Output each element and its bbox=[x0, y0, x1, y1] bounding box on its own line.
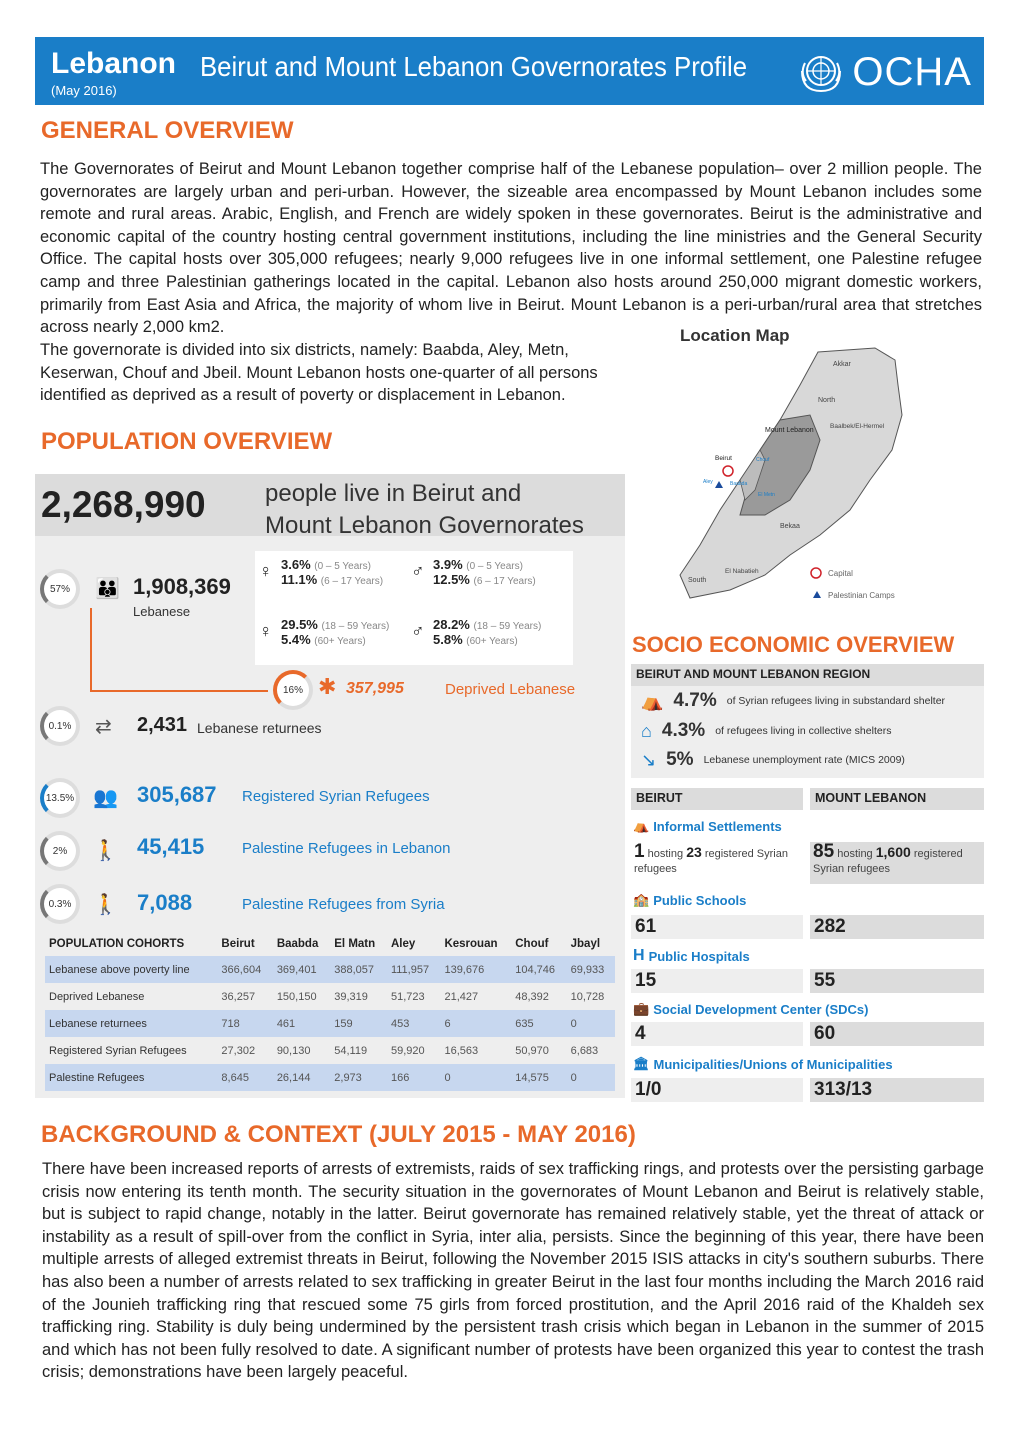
stat-row bbox=[641, 690, 945, 712]
table-cell: 369,401 bbox=[273, 956, 330, 983]
age-value: 3.6% bbox=[281, 557, 311, 572]
country-title: Lebanon bbox=[51, 47, 176, 80]
female-icon: ♀ bbox=[259, 621, 273, 641]
age-group-female-young bbox=[259, 557, 384, 587]
map-label-baabda: Baabda bbox=[730, 481, 748, 487]
table-cell: 104,746 bbox=[511, 956, 566, 983]
age-range: (60+ Years) bbox=[466, 636, 518, 647]
connector-line bbox=[90, 608, 92, 690]
table-cell: 50,970 bbox=[515, 1044, 549, 1057]
logo-text: OCHA bbox=[852, 49, 972, 94]
lebanese-number: 1,908,369 bbox=[133, 574, 231, 599]
region-header: BEIRUT AND MOUNT LEBANON REGION bbox=[631, 664, 984, 686]
pril-number: 45,415 bbox=[137, 834, 205, 859]
age-value: 5.8% bbox=[433, 632, 463, 647]
table-cell: 21,427 bbox=[444, 990, 479, 1003]
pril-label: Palestine Refugees in Lebanon bbox=[242, 840, 451, 857]
table-cell: 2,973 bbox=[330, 1064, 387, 1091]
table-row bbox=[45, 1037, 615, 1064]
age-group-male-adult bbox=[411, 617, 542, 647]
table-header: Chouf bbox=[515, 938, 549, 950]
stat-pct: 4.3% bbox=[661, 720, 706, 741]
sdc-ml-value: 60 bbox=[810, 1022, 984, 1046]
table-cell: 6 bbox=[440, 1010, 511, 1037]
schools-beirut-value: 61 bbox=[631, 915, 803, 939]
table-cell: 635 bbox=[511, 1010, 566, 1037]
age-range: (6 – 17 Years) bbox=[320, 576, 384, 587]
table-cell: 39,319 bbox=[334, 990, 368, 1003]
legend-camp-icon bbox=[813, 591, 821, 598]
family-icon: 👪 bbox=[95, 578, 120, 600]
table-cell: 6,683 bbox=[570, 1044, 599, 1057]
background-context-text: There have been increased reports of arrests of extremists, raids of sex trafficking rings, and protests over the persisting garbage crisis now entering its tenth month. The security situation in the governorates of Mount Lebanon and Beirut is relatively stable, but is subject to rapid change, notably in the latter. Beirut governorate has remained relatively stable, yet the threat of attack or instability as a result of spill-over from the conflict in Syria, inter alia, persists. Since the beginning of this year, there have been multiple arrests of alleged extremist threats in Beirut, following the November 2015 ISIS attacks in city's southern suburbs. There has also been a number of arrests related to sex trafficking in greater Beirut in the last four months including the March 2016 raid of the Jounieh trafficking ring that rescued some 75 girls from forced prostitution, and the April 2016 raid of the Khaldeh sex trafficking ring. Stability is duly being undermined by the persistent trash crisis which began in Lebanon in the summer of 2015 and which has not been fully resolved to date. A significant number of protests have been organized this year to contest the trash crisis; demonstrations have been largely peaceful. bbox=[42, 1160, 984, 1382]
population-total-bar bbox=[35, 474, 625, 539]
table-cell: Palestine Refugees bbox=[45, 1064, 217, 1091]
table-cell: 27,302 bbox=[221, 1044, 256, 1057]
table-cell: 14,575 bbox=[511, 1064, 566, 1091]
refugee-family-icon: 👥 bbox=[93, 787, 118, 809]
table-header: Beirut bbox=[221, 938, 255, 950]
map-label-north: North bbox=[818, 397, 836, 404]
table-cell: 8,645 bbox=[217, 1064, 272, 1091]
map-label-akkar: Akkar bbox=[833, 361, 851, 368]
municipalities-beirut-value: 1/0 bbox=[631, 1078, 803, 1102]
age-value: 11.1% bbox=[281, 572, 318, 587]
table-cell: 69,933 bbox=[567, 956, 615, 983]
school-icon: 🏫 bbox=[633, 892, 650, 907]
header-banner bbox=[35, 37, 984, 105]
prs-number: 7,088 bbox=[137, 890, 193, 915]
table-cell: 453 bbox=[387, 1010, 441, 1037]
prs-pct-donut: 0.3% bbox=[40, 884, 80, 924]
public-hospitals-label: H Public Hospitals bbox=[633, 947, 750, 964]
population-cohorts-table bbox=[45, 932, 615, 1091]
lebanese-pct-donut: 57% bbox=[40, 569, 80, 609]
table-cell: 59,920 bbox=[390, 1044, 425, 1057]
table-header: Aley bbox=[390, 938, 416, 950]
briefcase-icon: 💼 bbox=[633, 1001, 650, 1016]
table-cell: 36,257 bbox=[221, 990, 256, 1003]
stat-pct: 5% bbox=[666, 749, 694, 770]
stat-desc: Lebanese unemployment rate (MICS 2009) bbox=[703, 754, 905, 766]
stat-desc: of refugees living in collective shelters bbox=[715, 725, 892, 737]
age-range: (18 – 59 Years) bbox=[321, 621, 390, 632]
legend-capital-icon bbox=[811, 568, 821, 578]
location-map bbox=[670, 340, 990, 620]
map-label-beirut: Beirut bbox=[715, 455, 732, 462]
un-emblem-icon bbox=[796, 49, 846, 95]
trend-down-icon: ↘ bbox=[641, 749, 657, 770]
informal-settlements-label: ⛺ Informal Settlements bbox=[633, 818, 782, 834]
walking-person-icon: 🚶 bbox=[93, 840, 118, 862]
public-schools-label: 🏫 Public Schools bbox=[633, 892, 747, 908]
age-value: 5.4% bbox=[281, 632, 311, 647]
municipalities-ml-value: 313/13 bbox=[810, 1078, 984, 1102]
report-subtitle: Beirut and Mount Lebanon Governorates Profile bbox=[200, 51, 748, 82]
tent-icon: ⛺ bbox=[641, 690, 664, 711]
age-range: (6 – 17 Years) bbox=[473, 576, 536, 587]
hospitals-beirut-value: 15 bbox=[631, 969, 803, 993]
column-header-mount-lebanon: MOUNT LEBANON bbox=[810, 788, 984, 810]
table-header-row bbox=[45, 932, 615, 956]
table-cell: 26,144 bbox=[273, 1064, 330, 1091]
deprived-pct-donut: 16% bbox=[273, 670, 313, 710]
population-total-label-2: Mount Lebanon Governorates bbox=[265, 512, 584, 539]
age-range: (0 – 5 Years) bbox=[314, 561, 371, 572]
informal-ml-cell: 85 hosting 1,600 registered Syrian refugees bbox=[810, 842, 984, 884]
table-cell: Deprived Lebanese bbox=[49, 990, 145, 1003]
hospital-icon: H bbox=[633, 947, 645, 964]
stat-row bbox=[641, 720, 891, 742]
walking-person-icon: 🚶 bbox=[93, 894, 118, 916]
table-row bbox=[45, 983, 615, 1010]
location-map-title: Location Map bbox=[680, 326, 790, 345]
legend-camp-label: Palestinian Camps bbox=[828, 591, 895, 600]
table-header: El Matn bbox=[334, 938, 376, 950]
age-breakdown-box bbox=[255, 551, 573, 665]
shelter-icon: ⌂ bbox=[641, 720, 652, 741]
returnee-icon: ⇄ bbox=[95, 716, 112, 738]
age-group-male-young bbox=[411, 557, 536, 587]
connector-line bbox=[90, 690, 268, 692]
map-label-chouf: Chouf bbox=[756, 457, 770, 463]
age-value: 28.2% bbox=[433, 617, 470, 632]
informal-beirut-cell: 1 hosting 23 registered Syrian refugees bbox=[631, 842, 803, 884]
general-overview-text: The Governorates of Beirut and Mount Lebanon together comprise half of the Lebanese population– over 2 million people. The governorates are largely urban and peri-urban. However, the sizeable area encompassed by Mount Lebanon includes some remote and rural areas. Arabic, English, and French are widely spoken in these governorates. Beirut is the administrative and economic capital of the country hosting central government institutions, including the line ministries and the General Security Office. The capital hosts over 305,000 refugees; nearly 9,000 refugees live in one informal settlement, one Palestine refugee camp and three Palestinian gatherings located in the capital. Lebanon also hosts around 250,000 migrant domestic workers, primarily from East Asia and Africa, the majority of whom live in Beirut. Mount Lebanon is a peri-urban/rural area that stretches across nearly 2,000 km2. bbox=[40, 160, 982, 337]
table-cell: 718 bbox=[217, 1010, 272, 1037]
age-range: (60+ Years) bbox=[314, 636, 366, 647]
stat-pct: 4.7% bbox=[673, 690, 717, 711]
table-cell: 48,392 bbox=[515, 990, 549, 1003]
deprived-label: Deprived Lebanese bbox=[445, 681, 576, 698]
capital-marker-icon bbox=[723, 466, 733, 476]
stat-desc: of Syrian refugees living in substandard shelter bbox=[726, 695, 946, 707]
population-total-label-1: people live in Beirut and bbox=[265, 480, 522, 507]
person-icon: ✱ bbox=[318, 674, 337, 699]
syrian-number: 305,687 bbox=[137, 782, 217, 807]
table-cell: 0 bbox=[567, 1064, 615, 1091]
male-icon: ♂ bbox=[411, 561, 425, 581]
table-header: Baabda bbox=[276, 938, 319, 950]
legend-capital-label: Capital bbox=[828, 569, 853, 578]
table-cell: 461 bbox=[273, 1010, 330, 1037]
table-cell: 51,723 bbox=[390, 990, 425, 1003]
table-cell: Lebanese returnees bbox=[45, 1010, 217, 1037]
table-cell: 0 bbox=[440, 1064, 511, 1091]
camp-marker-icon bbox=[715, 481, 723, 488]
table-cell: 16,563 bbox=[444, 1044, 479, 1057]
table-cell: 166 bbox=[387, 1064, 441, 1091]
age-range: (0 – 5 Years) bbox=[466, 561, 523, 572]
female-icon: ♀ bbox=[259, 561, 273, 581]
map-label-nabatieh: El Nabatieh bbox=[725, 568, 759, 575]
table-cell: 366,604 bbox=[217, 956, 272, 983]
table-cell: 54,119 bbox=[334, 1044, 368, 1057]
deprived-number: 357,995 bbox=[346, 680, 404, 697]
population-total-label bbox=[265, 478, 584, 542]
returnees-label: Lebanese returnees bbox=[197, 720, 322, 736]
table-cell: Lebanese above poverty line bbox=[45, 956, 217, 983]
map-label-aley: Aley bbox=[703, 479, 713, 485]
column-header-beirut: BEIRUT bbox=[631, 788, 803, 810]
lebanese-label: Lebanese bbox=[133, 604, 191, 619]
age-range: (18 – 59 Years) bbox=[473, 621, 542, 632]
syrian-label: Registered Syrian Refugees bbox=[242, 788, 430, 805]
population-overview-title: POPULATION OVERVIEW bbox=[41, 428, 333, 455]
sdc-beirut-value: 4 bbox=[631, 1022, 803, 1046]
background-context-title: BACKGROUND & CONTEXT (JULY 2015 - MAY 2016) bbox=[41, 1121, 636, 1148]
map-label-south: South bbox=[688, 577, 707, 584]
syrian-pct-donut: 13.5% bbox=[40, 778, 80, 818]
table-cell: 139,676 bbox=[440, 956, 511, 983]
sdc-label: 💼 Social Development Center (SDCs) bbox=[633, 1001, 869, 1017]
pril-pct-donut: 2% bbox=[40, 831, 80, 871]
socio-economic-title: SOCIO ECONOMIC OVERVIEW bbox=[632, 632, 955, 657]
prs-label: Palestine Refugees from Syria bbox=[242, 896, 445, 913]
ocha-logo bbox=[796, 49, 972, 95]
age-value: 3.9% bbox=[433, 557, 463, 572]
general-overview-text-2: The governorate is divided into six districts, namely: Baabda, Aley, Metn, Keserwan, Chouf and Jbeil. Mount Lebanon hosts one-quarter of all persons identified as deprived as a result of poverty or displacement in Lebanon. bbox=[40, 341, 598, 405]
table-row bbox=[45, 1010, 615, 1037]
schools-ml-value: 282 bbox=[810, 915, 984, 939]
table-cell: 159 bbox=[330, 1010, 387, 1037]
returnees-number: 2,431 bbox=[137, 714, 188, 736]
table-cell: 111,957 bbox=[387, 956, 441, 983]
table-row bbox=[45, 1064, 615, 1091]
municipalities-label: 🏛 Municipalities/Unions of Municipalities bbox=[633, 1056, 893, 1072]
report-date: (May 2016) bbox=[51, 83, 117, 98]
table-header: Jbayl bbox=[570, 938, 601, 950]
male-icon: ♂ bbox=[411, 621, 425, 641]
returnees-pct-donut: 0.1% bbox=[40, 706, 80, 746]
table-cell: Registered Syrian Refugees bbox=[49, 1044, 187, 1057]
hospitals-ml-value: 55 bbox=[810, 969, 984, 993]
map-label-baalbek: Baalbek/El-Hermel bbox=[830, 423, 885, 430]
table-header: Kesrouan bbox=[444, 938, 498, 950]
table-cell: 150,150 bbox=[276, 990, 317, 1003]
table-cell: 90,130 bbox=[276, 1044, 311, 1057]
city-hall-icon: 🏛 bbox=[633, 1056, 650, 1071]
map-label-bekaa: Bekaa bbox=[780, 523, 800, 530]
table-row bbox=[45, 956, 615, 983]
table-header: POPULATION COHORTS bbox=[49, 938, 185, 950]
stat-row bbox=[641, 749, 905, 771]
table-cell: 10,728 bbox=[570, 990, 605, 1003]
population-panel bbox=[35, 474, 625, 1098]
tent-icon: ⛺ bbox=[633, 818, 650, 833]
population-total: 2,268,990 bbox=[41, 484, 206, 525]
map-label-mount-lebanon: Mount Lebanon bbox=[765, 427, 814, 434]
general-overview-title: GENERAL OVERVIEW bbox=[41, 117, 294, 144]
map-label-el-metn: El Metn bbox=[758, 492, 775, 498]
age-value: 12.5% bbox=[433, 572, 470, 587]
table-cell: 0 bbox=[567, 1010, 615, 1037]
table-cell: 388,057 bbox=[330, 956, 387, 983]
region-stats-box bbox=[631, 686, 984, 778]
age-value: 29.5% bbox=[281, 617, 318, 632]
age-group-female-adult bbox=[259, 617, 390, 647]
